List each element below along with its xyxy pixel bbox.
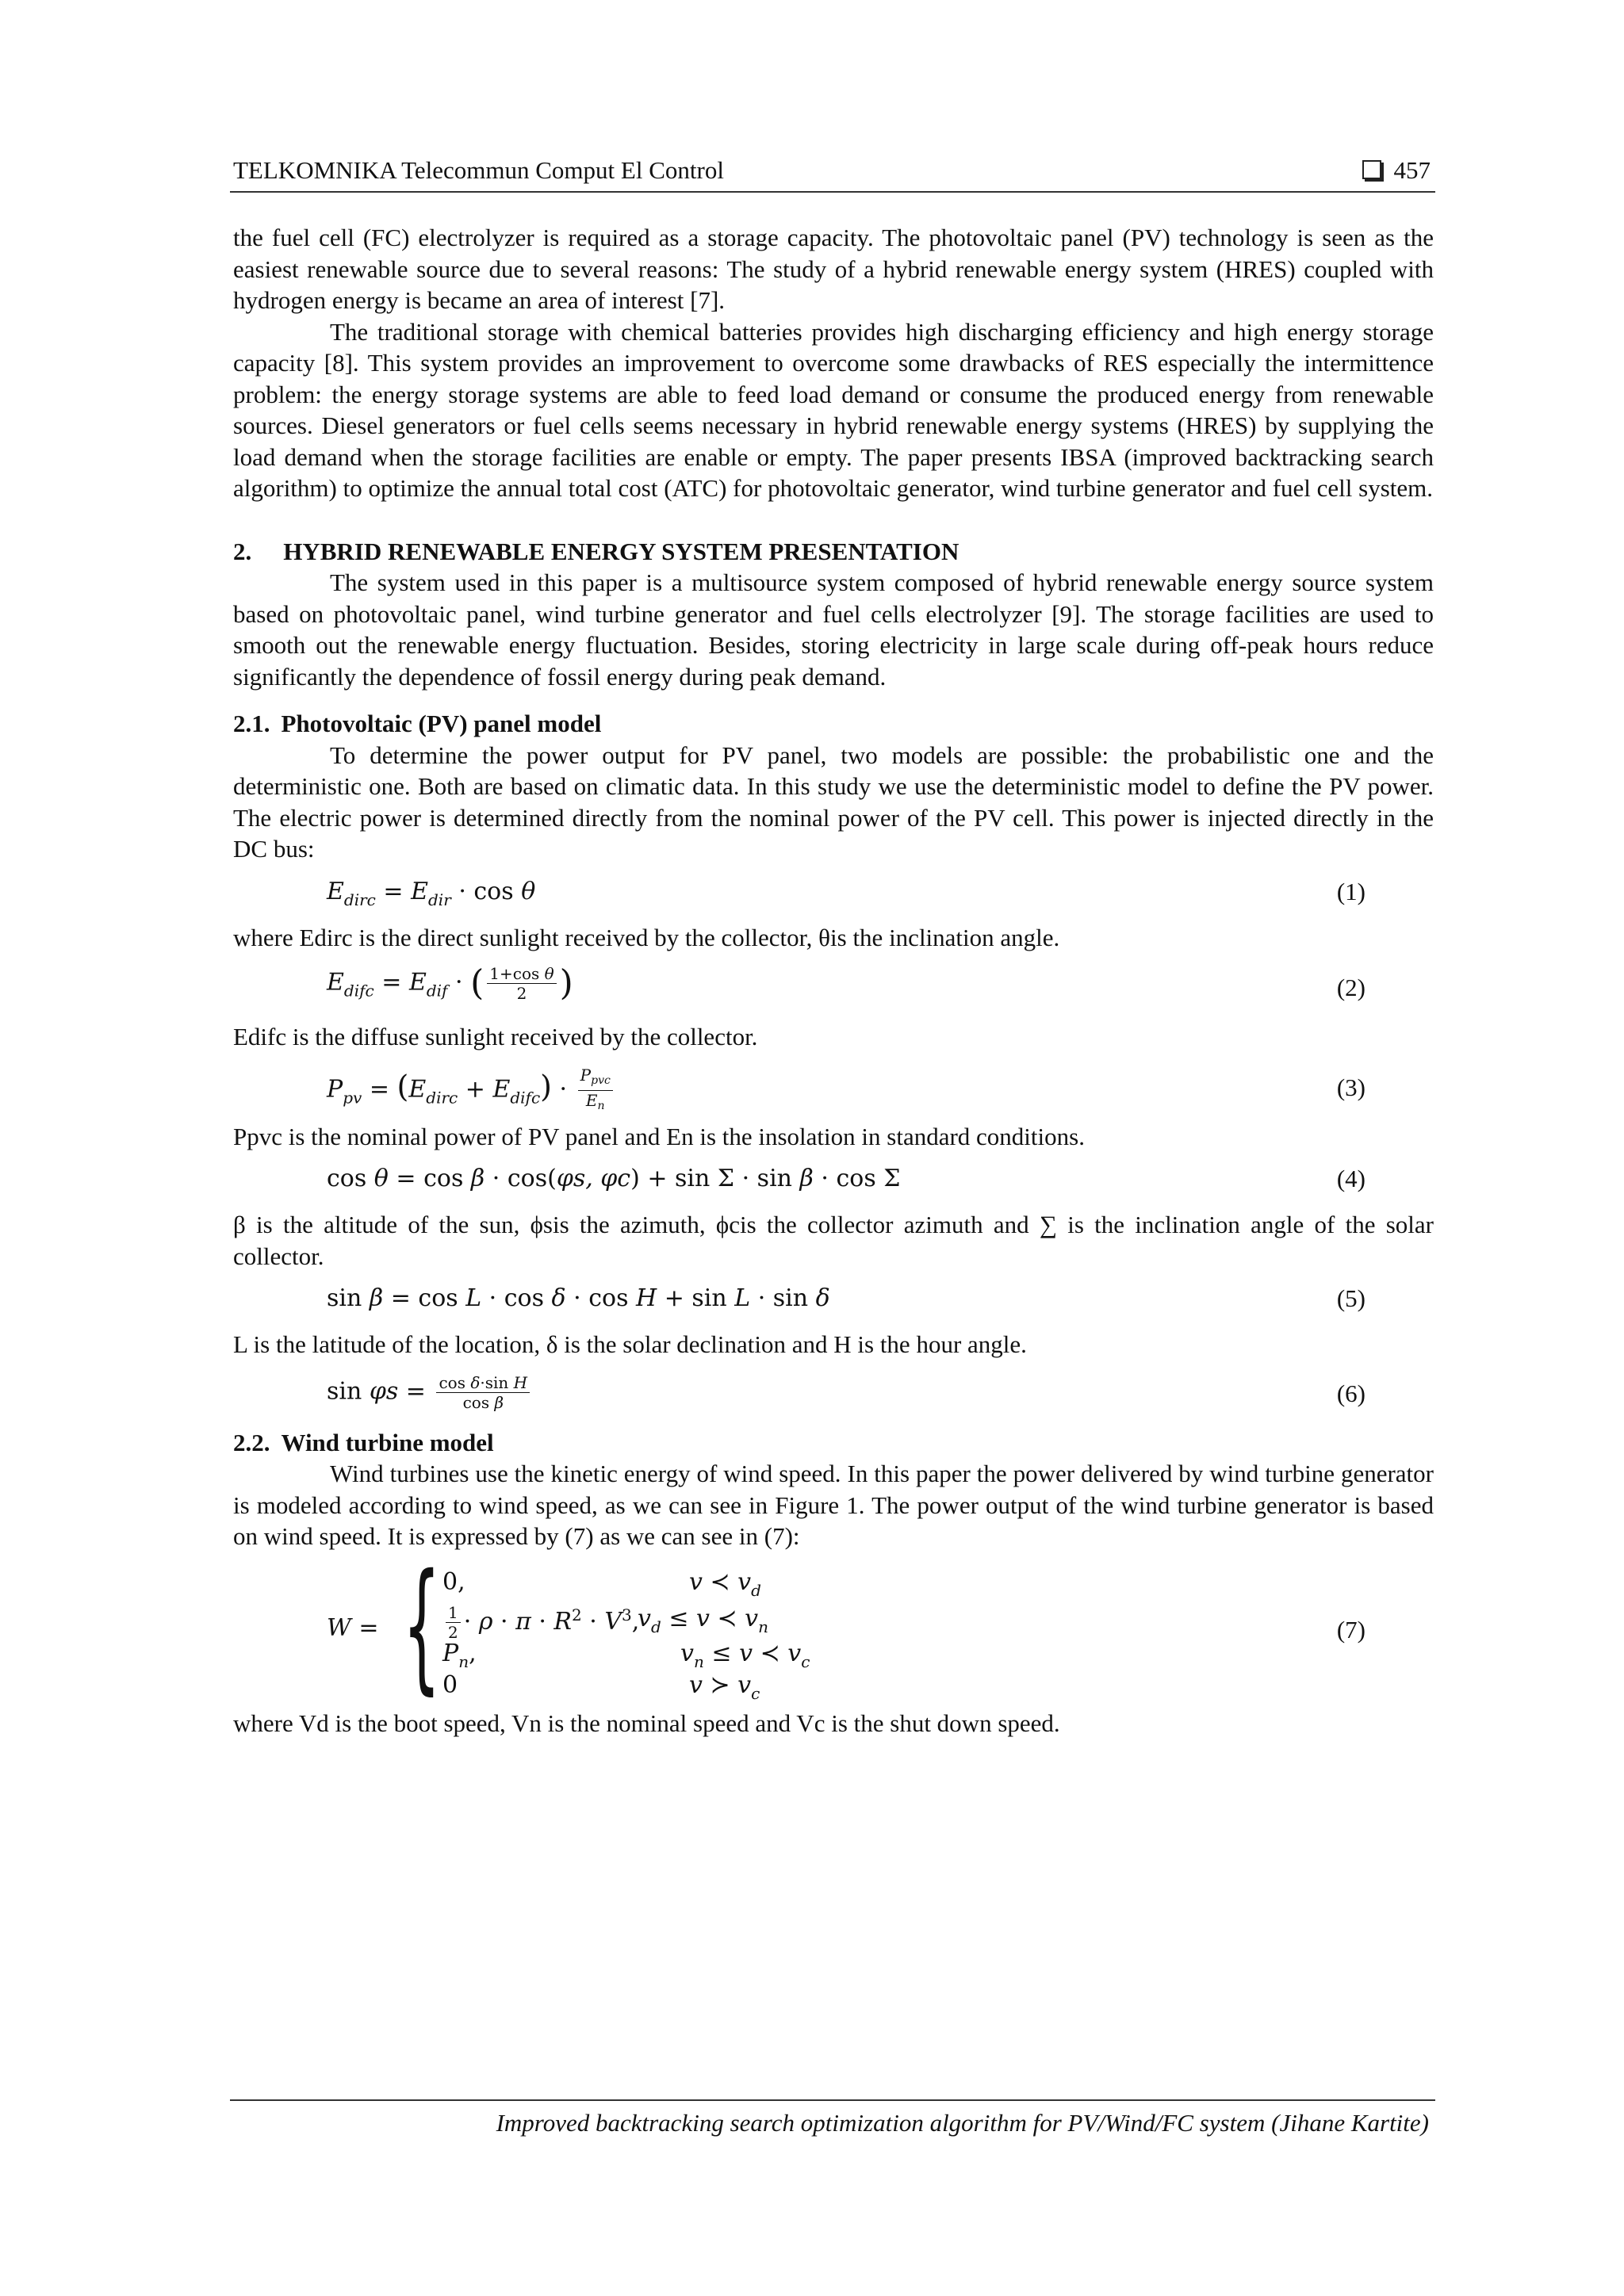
page-number-block (1362, 156, 1431, 185)
equation-1-description: where Edirc is the direct sunlight received by the collector, θis the inclination angle. (233, 923, 1060, 951)
running-header (230, 155, 1435, 193)
section-number: 2.1. (233, 710, 270, 737)
section-2-paragraph: The system used in this paper is a multisource system composed of hybrid renewable energy source system based on photovoltaic panel, wind turbine generator and fuel cells electrolyzer [9]. The storage facilities are used to smooth out the renewable energy fluctuation. Besides, storing electricity in large scale during off-peak hours reduce significantly the dependence of fossil energy during peak demand. (233, 568, 1434, 691)
section-2-heading (233, 536, 1434, 568)
equation-2: $E_{difc} = E_{dif}$ · ( $\frac{\text{1+cos θ}}{2}$ ) (2) (327, 962, 1365, 1004)
section-2-2-paragraph: Wind turbines use the kinetic energy of wind speed. In this paper the power delivered by wind turbine generator is modeled according to wind speed, as we can see in Figure 1. The power output of the wind turbine generator is based on wind speed. It is expressed by (7) as we can see in (7): (233, 1460, 1434, 1550)
section-2-1-paragraph: To determine the power output for PV panel, two models are possible: the probabilistic one and the deterministic one. Both are based on climatic data. In this study we use the deterministic model to define the PV power. The electric power is determined directly from the nominal power of the PV cell. This power is injected directly in the DC bus: (233, 740, 1434, 863)
equation-number: (6) (1336, 1379, 1365, 1407)
equation-number: (7) (1336, 1615, 1365, 1644)
equation-3-description: Ppvc is the nominal power of PV panel and En is the insolation in standard conditions. (233, 1122, 1085, 1150)
intro-paragraph-2: The traditional storage with chemical batteries provides high discharging efficiency and high energy storage capacity [8]. This system provides an improvement to overcome some drawbacks of RES especially the intermittence problem: the energy storage systems are able to feed load demand or consume the produced energy from renewable sources. Diesel generators or fuel cells seems necessary in hybrid renewable energy systems (HRES) by supplying the load demand when the storage facilities are enable or empty. The paper presents IBSA (improved backtracking search algorithm) to optimize the annual total cost (ATC) for photovoltaic generator, wind turbine generator and fuel cell system. (233, 317, 1434, 502)
square-bullet-icon (1362, 160, 1381, 179)
equation-2-description: Edifc is the diffuse sunlight received by the collector. (233, 1023, 758, 1050)
equation-number: (3) (1336, 1073, 1365, 1101)
equation-5-description: L is the latitude of the location, δ is the solar declination and H is the hour angle. (233, 1330, 1027, 1358)
equation-5: sin β = cos L · cos δ · cos H + sin L · sin δ (5) (233, 1272, 1434, 1329)
intro-paragraph-1: the fuel cell (FC) electrolyzer is required as a storage capacity. The photovoltaic panel (PV) technology is seen as the easiest renewable source due to several reasons: The study of a hybrid renewable energy system (HRES) coupled with hydrogen energy is became an area of interest [7]. (233, 224, 1434, 314)
section-title: Wind turbine model (281, 1428, 494, 1456)
section-title: HYBRID RENEWABLE ENERGY SYSTEM PRESENTATION (283, 537, 959, 565)
running-footer (230, 2099, 1435, 2137)
equation-4: cos θ = cos β · cos(φs, φc) + sin Σ · sin β · cos Σ (4) (233, 1152, 1434, 1209)
section-number: 2.2. (233, 1428, 270, 1456)
section-title: Photovoltaic (PV) panel model (281, 710, 602, 737)
equation-1: $E_{dirc} = E_{dir} \cdot \cos \theta$ (1) (327, 877, 1365, 909)
equation-6: sin φs = $\frac{\text{cos δ·sin H}}{\text{cos β}}$ (6) (327, 1372, 1365, 1412)
section-2-1-heading (233, 708, 1434, 740)
page-number: 457 (1393, 156, 1431, 184)
equation-3: $P_{pv} = (E_{dirc} + E_{difc})$ · $\frac{P_{pvc}}{E_n}$ (3) (327, 1065, 1365, 1112)
section-2-2-heading (233, 1427, 1434, 1459)
equation-number: (4) (1336, 1165, 1365, 1192)
page-body (233, 222, 1434, 1739)
equation-number: (1) (1336, 877, 1365, 905)
equation-7-description: where Vd is the boot speed, Vn is the nominal speed and Vc is the shut down speed. (233, 1709, 1060, 1737)
equation-4-description: β is the altitude of the sun, ϕsis the azimuth, ϕcis the collector azimuth and ∑ is the inclination angle of the solar collector. (233, 1211, 1434, 1270)
section-number: 2. (233, 537, 252, 565)
equation-number: (2) (1336, 974, 1365, 1001)
journal-name: TELKOMNIKA Telecommun Comput El Control (233, 156, 724, 184)
footer-citation: Improved backtracking search optimization algorithm for PV/Wind/FC system (Jihane Kartite) (496, 2109, 1429, 2137)
equation-number: (5) (1336, 1284, 1365, 1312)
equation-7: W = { 0, v ≺ $v_d$ $\frac{1}{2}$ · $\rho \cdot \pi \cdot R^2 \cdot V^3$, $v_d \le v$ ≺ $v_n$ $P_n$, $v_n \le v$ ≺ $v_c$ 0 v ≻ $v_c$ (7) (327, 1543, 1365, 1708)
